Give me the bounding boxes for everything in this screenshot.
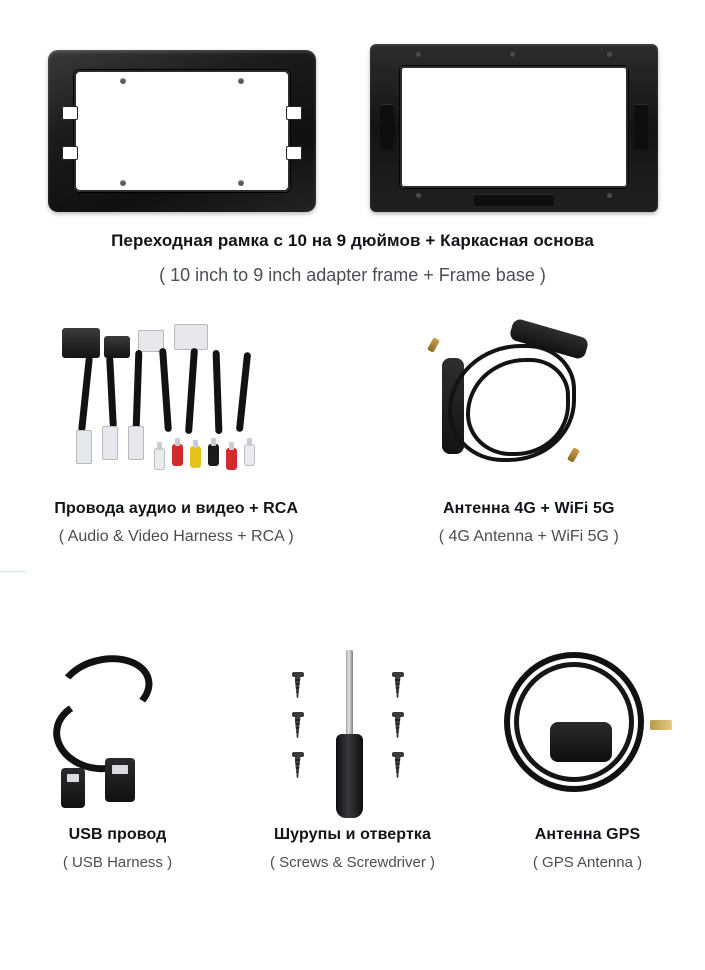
frame-screw-hole <box>607 52 612 57</box>
harness-image-area <box>0 318 353 488</box>
screw <box>294 672 302 698</box>
frame-screw-hole <box>416 52 421 57</box>
caption-gps-ru: Антенна GPS <box>534 826 641 843</box>
caption-4g-antenna-ru: Антенна 4G + WiFi 5G <box>442 500 615 517</box>
gps-antenna-image <box>498 646 678 818</box>
accessory-group-harness-antenna <box>0 318 705 608</box>
antenna-connector <box>567 447 580 463</box>
caption-screws-ru: Шурупы и отвертка <box>273 826 432 843</box>
caption-gps-en: ( GPS Antenna ) <box>532 854 643 871</box>
caption-adapter-frame-en: ( 10 inch to 9 inch adapter frame + Frame base ) <box>159 265 546 285</box>
rca-connector-white <box>244 444 255 466</box>
gps-image-area <box>470 640 705 820</box>
rca-connector-red <box>226 448 237 470</box>
screw <box>294 712 302 738</box>
gps-connector <box>650 720 672 730</box>
screwdriver-blade <box>346 650 353 736</box>
screwdriver-handle <box>336 734 363 818</box>
frame-notch <box>62 146 78 160</box>
caption-harness-ru: Провода аудио и видео + RCA <box>54 500 299 517</box>
usb-connector <box>61 768 85 808</box>
frame-screw-hole <box>416 193 421 198</box>
rca-connector-black <box>208 444 219 466</box>
usb-connector <box>105 758 135 802</box>
accessory-card-4g-wifi-antenna <box>353 318 705 546</box>
rca-connector-red <box>172 444 183 466</box>
usb-port <box>112 765 128 774</box>
connector-plug-white <box>102 426 118 460</box>
connector-plug <box>104 336 130 358</box>
usb-cable-image <box>43 650 193 820</box>
connector-plug <box>62 328 100 358</box>
frame-tab <box>474 194 554 206</box>
adapter-frame-image <box>48 50 316 212</box>
frame-tab <box>380 104 394 150</box>
caption-harness-en: ( Audio & Video Harness + RCA ) <box>58 528 294 545</box>
frame-screw-hole <box>120 78 126 84</box>
cable <box>133 350 143 430</box>
cable <box>159 348 172 432</box>
decorative-line <box>0 571 26 572</box>
screw <box>394 712 402 738</box>
caption-4g-antenna-en: ( 4G Antenna + WiFi 5G ) <box>438 528 619 545</box>
accessory-card-gps-antenna <box>470 640 705 871</box>
accessory-group-frames <box>0 0 705 300</box>
frame-base-image <box>370 44 658 212</box>
accessory-card-audio-video-harness <box>0 318 353 546</box>
screws-image <box>268 644 438 820</box>
frame-tab <box>634 104 648 150</box>
screw <box>394 672 402 698</box>
cable <box>106 356 117 428</box>
cable <box>185 348 198 434</box>
4g-antenna-image <box>414 320 644 488</box>
accessory-card-usb-harness <box>0 640 235 871</box>
connector-plug-white <box>76 430 92 464</box>
caption-usb-ru: USB провод <box>68 826 167 843</box>
accessory-group-usb-tools-gps <box>0 640 705 940</box>
frames-image-area <box>0 22 705 207</box>
cable <box>213 350 223 434</box>
accessory-card-screws-screwdriver <box>235 640 470 871</box>
caption-usb-en: ( USB Harness ) <box>62 854 173 871</box>
screw <box>394 752 402 778</box>
usb-image-area <box>0 640 235 820</box>
connector-plug-white <box>128 426 144 460</box>
rca-connector-yellow <box>190 446 201 468</box>
rca-connector-white <box>154 448 165 470</box>
frame-screw-hole <box>120 180 126 186</box>
antenna-connector <box>427 337 440 353</box>
caption-adapter-frame-ru: Переходная рамка с 10 на 9 дюймов + Каркасная основа <box>111 231 594 250</box>
frame-screw-hole <box>238 180 244 186</box>
screw <box>294 752 302 778</box>
usb-port <box>67 774 79 782</box>
caption-screws-en: ( Screws & Screwdriver ) <box>269 854 436 871</box>
wiring-harness-image <box>46 322 306 488</box>
frame-notch <box>62 106 78 120</box>
frame-notch <box>286 146 302 160</box>
frame-notch <box>286 106 302 120</box>
frame-screw-hole <box>607 193 612 198</box>
frame-screw-hole <box>510 52 515 57</box>
cable <box>78 356 93 432</box>
antenna-image-area <box>353 318 705 488</box>
tools-image-area <box>235 640 470 820</box>
connector-plug-white <box>174 324 208 350</box>
cable <box>236 352 251 432</box>
gps-receiver-puck <box>550 722 612 762</box>
frame-screw-hole <box>238 78 244 84</box>
